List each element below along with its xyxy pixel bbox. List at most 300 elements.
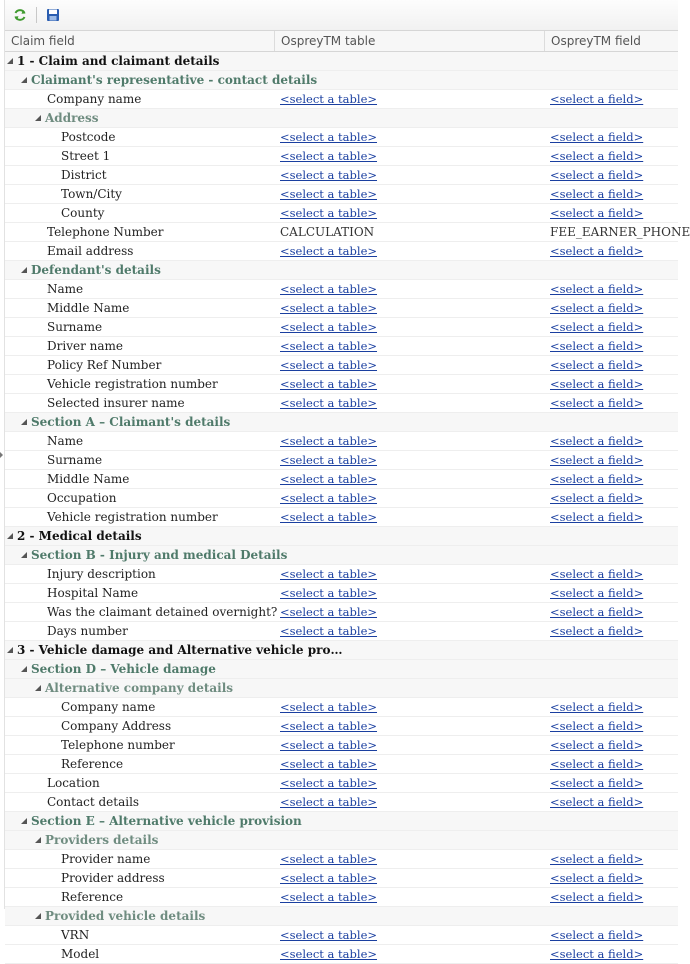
ospreytm-field-cell	[545, 700, 678, 714]
select-field-link[interactable]: <select a field>	[550, 757, 644, 771]
expand-collapse-icon[interactable]	[35, 837, 41, 843]
claim-field-cell	[5, 206, 275, 220]
ospreytm-field-cell	[545, 434, 678, 448]
select-table-link[interactable]: <select a table>	[280, 795, 378, 809]
table-row	[5, 717, 678, 736]
ospreytm-table-cell	[275, 244, 545, 258]
select-field-link[interactable]: <select a field>	[550, 92, 644, 106]
group-label: Section D – Vehicle damage	[31, 662, 216, 676]
select-field-link[interactable]: <select a field>	[550, 396, 644, 410]
tree-group-row[interactable]	[5, 52, 678, 71]
table-row	[5, 945, 678, 964]
select-field-link[interactable]: <select a field>	[550, 586, 644, 600]
ospreytm-table-cell	[275, 396, 545, 410]
ospreytm-field-cell	[545, 320, 678, 334]
select-field-link[interactable]: <select a field>	[550, 776, 644, 790]
table-row	[5, 508, 678, 527]
select-field-link[interactable]: <select a field>	[550, 339, 644, 353]
select-table-link[interactable]: <select a table>	[280, 453, 378, 467]
claim-field-cell	[5, 282, 275, 296]
ospreytm-field-cell	[545, 149, 678, 163]
select-field-link[interactable]: <select a field>	[550, 738, 644, 752]
field-label: Hospital Name	[47, 586, 139, 600]
tree-group-row[interactable]	[5, 413, 678, 432]
ospreytm-table-cell	[275, 358, 545, 372]
field-label: Provider name	[61, 852, 151, 866]
table-value[interactable]: CALCULATION	[280, 225, 375, 239]
ospreytm-field-cell	[545, 244, 678, 258]
ospreytm-table-cell	[275, 149, 545, 163]
table-row	[5, 489, 678, 508]
select-table-link[interactable]: <select a table>	[280, 301, 378, 315]
select-table-link[interactable]: <select a table>	[280, 396, 378, 410]
ospreytm-table-cell	[275, 187, 545, 201]
expand-collapse-icon[interactable]	[7, 647, 13, 653]
group-label: 3 - Vehicle damage and Alternative vehicle pro…	[17, 643, 343, 657]
expand-collapse-icon[interactable]	[21, 419, 27, 425]
claim-field-cell	[5, 871, 275, 885]
select-table-link[interactable]: <select a table>	[280, 168, 378, 182]
ospreytm-field-cell	[545, 719, 678, 733]
mapping-panel	[5, 0, 690, 961]
ospreytm-field-cell	[545, 871, 678, 885]
group-label: Section B - Injury and medical Details	[31, 548, 288, 562]
claim-field-cell	[5, 529, 275, 543]
group-label: Claimant's representative - contact details	[31, 73, 318, 87]
ospreytm-table-cell	[275, 130, 545, 144]
tree-group-row[interactable]	[5, 831, 678, 850]
select-table-link[interactable]: <select a table>	[280, 510, 378, 524]
claim-field-cell	[5, 548, 288, 562]
claim-field-cell	[5, 149, 275, 163]
field-value[interactable]: FEE_EARNER_PHONE	[550, 225, 690, 239]
ospreytm-table-cell	[275, 377, 545, 391]
table-row	[5, 166, 678, 185]
claim-field-cell	[5, 719, 275, 733]
claim-field-cell	[5, 263, 275, 277]
expand-collapse-icon[interactable]	[21, 552, 27, 558]
claim-field-cell	[5, 225, 275, 239]
select-table-link[interactable]: <select a table>	[280, 871, 378, 885]
ospreytm-field-cell	[545, 852, 678, 866]
claim-field-cell	[5, 795, 275, 809]
toolbar	[5, 0, 678, 31]
ospreytm-table-cell	[275, 320, 545, 334]
select-table-link[interactable]: <select a table>	[280, 282, 378, 296]
select-table-link[interactable]: <select a table>	[280, 700, 378, 714]
claim-field-cell	[5, 244, 275, 258]
ospreytm-field-cell	[545, 130, 678, 144]
claim-field-cell	[5, 586, 275, 600]
table-row	[5, 280, 678, 299]
field-label: Postcode	[61, 130, 116, 144]
table-row	[5, 793, 678, 812]
field-label: Vehicle registration number	[47, 377, 218, 391]
claim-field-cell	[5, 396, 275, 410]
column-header-ospreytm-field[interactable]: OspreyTM field	[551, 34, 641, 48]
select-table-link[interactable]: <select a table>	[280, 377, 378, 391]
claim-field-cell	[5, 757, 275, 771]
table-row	[5, 223, 690, 242]
claim-field-cell	[5, 187, 275, 201]
field-label: Injury description	[47, 567, 156, 581]
ospreytm-field-cell	[545, 377, 678, 391]
select-table-link[interactable]: <select a table>	[280, 605, 378, 619]
table-row	[5, 299, 678, 318]
table-row	[5, 356, 678, 375]
table-row	[5, 90, 678, 109]
ospreytm-field-cell	[545, 358, 678, 372]
grid-header	[5, 31, 678, 52]
ospreytm-field-cell	[545, 168, 678, 182]
ospreytm-table-cell	[275, 472, 545, 486]
expand-collapse-icon[interactable]	[7, 58, 13, 64]
ospreytm-table-cell	[275, 586, 545, 600]
select-table-link[interactable]: <select a table>	[280, 757, 378, 771]
claim-field-cell	[5, 700, 275, 714]
ospreytm-field-cell	[545, 567, 678, 581]
claim-field-cell	[5, 453, 275, 467]
table-row	[5, 869, 678, 888]
group-label: Section E – Alternative vehicle provision	[31, 814, 302, 828]
select-field-link[interactable]: <select a field>	[550, 890, 644, 904]
ospreytm-table-cell	[275, 795, 545, 809]
ospreytm-table-cell	[275, 453, 545, 467]
column-header-claim-field[interactable]: Claim field	[5, 31, 275, 51]
field-label: Name	[47, 434, 84, 448]
table-row	[5, 603, 678, 622]
claim-field-cell	[5, 928, 275, 942]
select-field-link[interactable]: <select a field>	[550, 377, 644, 391]
ospreytm-field-cell	[545, 187, 678, 201]
claim-field-cell	[5, 567, 275, 581]
select-field-link[interactable]: <select a field>	[550, 149, 644, 163]
claim-field-cell	[5, 776, 275, 790]
ospreytm-field-cell	[545, 586, 678, 600]
tree-group-row[interactable]	[5, 109, 678, 128]
claim-field-cell	[5, 434, 275, 448]
field-label: Selected insurer name	[47, 396, 185, 410]
ospreytm-field-cell	[545, 491, 678, 505]
column-header-ospreytm-table[interactable]: OspreyTM table	[275, 31, 545, 51]
claim-field-cell	[5, 73, 318, 87]
claim-field-cell	[5, 320, 275, 334]
select-field-link[interactable]: <select a field>	[550, 320, 644, 334]
table-row	[5, 242, 678, 261]
table-row	[5, 584, 678, 603]
claim-field-cell	[5, 814, 302, 828]
select-field-link[interactable]: <select a field>	[550, 472, 644, 486]
claim-field-cell	[5, 301, 275, 315]
ospreytm-table-cell	[275, 301, 545, 315]
refresh-icon	[13, 8, 27, 22]
tree-group-row[interactable]	[5, 812, 678, 831]
table-row	[5, 318, 678, 337]
select-field-link[interactable]: <select a field>	[550, 301, 644, 315]
expand-collapse-icon[interactable]	[35, 913, 41, 919]
select-table-link[interactable]: <select a table>	[280, 472, 378, 486]
field-label: Email address	[47, 244, 134, 258]
select-table-link[interactable]: <select a table>	[280, 890, 378, 904]
tree-group-row[interactable]	[5, 907, 678, 926]
ospreytm-field-cell	[545, 605, 678, 619]
select-table-link[interactable]: <select a table>	[280, 339, 378, 353]
claim-field-cell	[5, 111, 275, 125]
group-label: Alternative company details	[45, 681, 234, 695]
claim-field-cell	[5, 890, 275, 904]
select-field-link[interactable]: <select a field>	[550, 852, 644, 866]
select-table-link[interactable]: <select a table>	[280, 491, 378, 505]
claim-field-cell	[5, 510, 275, 524]
ospreytm-field-cell	[545, 890, 678, 904]
refresh-button[interactable]	[11, 6, 29, 24]
ospreytm-table-cell	[275, 282, 545, 296]
expand-collapse-icon[interactable]	[21, 818, 27, 824]
select-table-link[interactable]: <select a table>	[280, 187, 378, 201]
select-field-link[interactable]: <select a field>	[550, 605, 644, 619]
select-table-link[interactable]: <select a table>	[280, 130, 378, 144]
expand-collapse-icon[interactable]	[35, 115, 41, 121]
table-row	[5, 128, 678, 147]
ospreytm-table-cell	[275, 225, 545, 239]
claim-field-cell	[5, 947, 275, 961]
field-label: Vehicle registration number	[47, 510, 218, 524]
field-label: Telephone number	[61, 738, 175, 752]
group-label: Address	[45, 111, 99, 125]
ospreytm-table-cell	[275, 738, 545, 752]
ospreytm-table-cell	[275, 947, 545, 961]
field-label: Middle Name	[47, 301, 130, 315]
ospreytm-table-cell	[275, 510, 545, 524]
group-label: Provided vehicle details	[45, 909, 206, 923]
select-field-link[interactable]: <select a field>	[550, 719, 644, 733]
field-label: Company Address	[61, 719, 172, 733]
ospreytm-field-cell	[545, 453, 678, 467]
table-row	[5, 185, 678, 204]
field-label: Contact details	[47, 795, 140, 809]
select-table-link[interactable]: <select a table>	[280, 149, 378, 163]
group-label: 1 - Claim and claimant details	[17, 54, 220, 68]
table-row	[5, 147, 678, 166]
select-table-link[interactable]: <select a table>	[280, 738, 378, 752]
field-label: Street 1	[61, 149, 111, 163]
field-label: County	[61, 206, 105, 220]
ospreytm-field-cell	[545, 624, 678, 638]
select-table-link[interactable]: <select a table>	[280, 358, 378, 372]
claim-field-cell	[5, 852, 275, 866]
select-field-link[interactable]: <select a field>	[550, 130, 644, 144]
field-label: Surname	[47, 320, 103, 334]
save-icon	[46, 8, 60, 22]
claim-field-cell	[5, 358, 275, 372]
tree-group-row[interactable]	[5, 660, 678, 679]
field-label: Company name	[61, 700, 156, 714]
tree-group-row[interactable]	[5, 71, 678, 90]
field-label: Telephone Number	[47, 225, 164, 239]
claim-field-cell	[5, 54, 275, 68]
ospreytm-field-cell	[545, 92, 678, 106]
claim-field-cell	[5, 681, 275, 695]
expand-collapse-icon[interactable]	[7, 533, 13, 539]
ospreytm-table-cell	[275, 871, 545, 885]
field-label: Occupation	[47, 491, 117, 505]
ospreytm-table-cell	[275, 491, 545, 505]
group-label: Section A – Claimant's details	[31, 415, 231, 429]
table-row	[5, 337, 678, 356]
tree-group-row[interactable]	[5, 546, 678, 565]
table-row	[5, 622, 678, 641]
select-field-link[interactable]: <select a field>	[550, 700, 644, 714]
select-field-link[interactable]: <select a field>	[550, 871, 644, 885]
field-label: Model	[61, 947, 100, 961]
select-field-link[interactable]: <select a field>	[550, 510, 644, 524]
group-label: Defendant's details	[31, 263, 161, 277]
ospreytm-table-cell	[275, 852, 545, 866]
ospreytm-table-cell	[275, 434, 545, 448]
group-label: 2 - Medical details	[17, 529, 142, 543]
select-table-link[interactable]: <select a table>	[280, 320, 378, 334]
ospreytm-field-cell	[545, 396, 678, 410]
ospreytm-field-cell	[545, 282, 678, 296]
table-row	[5, 394, 678, 413]
claim-field-cell	[5, 377, 275, 391]
table-row	[5, 565, 678, 584]
ospreytm-field-cell	[545, 738, 678, 752]
tree-group-row[interactable]	[5, 527, 678, 546]
tree-grid-body	[5, 52, 690, 964]
select-field-link[interactable]: <select a field>	[550, 947, 644, 961]
claim-field-cell	[5, 491, 275, 505]
ospreytm-field-cell	[545, 339, 678, 353]
select-table-link[interactable]: <select a table>	[280, 92, 378, 106]
ospreytm-table-cell	[275, 206, 545, 220]
field-label: Was the claimant detained overnight?	[47, 605, 278, 619]
select-field-link[interactable]: <select a field>	[550, 434, 644, 448]
table-row	[5, 470, 678, 489]
ospreytm-table-cell	[275, 339, 545, 353]
field-label: Days number	[47, 624, 128, 638]
table-row	[5, 888, 678, 907]
select-table-link[interactable]: <select a table>	[280, 586, 378, 600]
select-table-link[interactable]: <select a table>	[280, 776, 378, 790]
expand-collapse-icon[interactable]	[21, 77, 27, 83]
select-field-link[interactable]: <select a field>	[550, 795, 644, 809]
save-button[interactable]	[44, 6, 62, 24]
claim-field-cell	[5, 833, 275, 847]
claim-field-cell	[5, 472, 275, 486]
claim-field-cell	[5, 643, 343, 657]
claim-field-cell	[5, 130, 275, 144]
ospreytm-table-cell	[275, 92, 545, 106]
select-table-link[interactable]: <select a table>	[280, 434, 378, 448]
claim-field-cell	[5, 339, 275, 353]
ospreytm-field-cell	[545, 757, 678, 771]
ospreytm-table-cell	[275, 928, 545, 942]
tree-group-row[interactable]	[5, 641, 678, 660]
field-label: VRN	[61, 928, 90, 942]
select-field-link[interactable]: <select a field>	[550, 206, 644, 220]
table-row	[5, 698, 678, 717]
field-label: Provider address	[61, 871, 165, 885]
table-row	[5, 755, 678, 774]
ospreytm-field-cell	[545, 795, 678, 809]
select-field-link[interactable]: <select a field>	[550, 282, 644, 296]
field-label: Policy Ref Number	[47, 358, 162, 372]
ospreytm-table-cell	[275, 719, 545, 733]
select-field-link[interactable]: <select a field>	[550, 168, 644, 182]
ospreytm-table-cell	[275, 890, 545, 904]
expand-collapse-icon[interactable]	[21, 666, 27, 672]
ospreytm-field-cell	[545, 225, 690, 239]
field-label: Town/City	[61, 187, 122, 201]
select-table-link[interactable]: <select a table>	[280, 947, 378, 961]
ospreytm-table-cell	[275, 168, 545, 182]
select-field-link[interactable]: <select a field>	[550, 244, 644, 258]
select-table-link[interactable]: <select a table>	[280, 852, 378, 866]
ospreytm-field-cell	[545, 928, 678, 942]
table-row	[5, 375, 678, 394]
claim-field-cell	[5, 92, 275, 106]
ospreytm-field-cell	[545, 510, 678, 524]
expand-collapse-icon[interactable]	[35, 685, 41, 691]
select-table-link[interactable]: <select a table>	[280, 567, 378, 581]
table-row	[5, 736, 678, 755]
ospreytm-table-cell	[275, 776, 545, 790]
panel-splitter-handle[interactable]	[0, 452, 3, 458]
claim-field-cell	[5, 605, 278, 619]
select-table-link[interactable]: <select a table>	[280, 719, 378, 733]
claim-field-cell	[5, 415, 275, 429]
select-table-link[interactable]: <select a table>	[280, 624, 378, 638]
ospreytm-table-cell	[275, 700, 545, 714]
claim-field-cell	[5, 909, 275, 923]
select-table-link[interactable]: <select a table>	[280, 244, 378, 258]
ospreytm-table-cell	[275, 605, 545, 619]
expand-collapse-icon[interactable]	[21, 267, 27, 273]
field-label: Location	[47, 776, 100, 790]
select-field-link[interactable]: <select a field>	[550, 491, 644, 505]
tree-group-row[interactable]	[5, 679, 678, 698]
field-label: Company name	[47, 92, 142, 106]
select-field-link[interactable]: <select a field>	[550, 567, 644, 581]
field-label: District	[61, 168, 107, 182]
ospreytm-field-cell	[545, 301, 678, 315]
select-table-link[interactable]: <select a table>	[280, 928, 378, 942]
claim-field-cell	[5, 662, 275, 676]
table-row	[5, 850, 678, 869]
table-row	[5, 926, 678, 945]
ospreytm-table-cell	[275, 567, 545, 581]
select-field-link[interactable]: <select a field>	[550, 928, 644, 942]
ospreytm-table-cell	[275, 757, 545, 771]
claim-field-cell	[5, 168, 275, 182]
field-label: Name	[47, 282, 84, 296]
tree-group-row[interactable]	[5, 261, 678, 280]
select-field-link[interactable]: <select a field>	[550, 624, 644, 638]
select-field-link[interactable]: <select a field>	[550, 358, 644, 372]
table-row	[5, 774, 678, 793]
field-label: Reference	[61, 890, 124, 904]
field-label: Reference	[61, 757, 124, 771]
field-label: Middle Name	[47, 472, 130, 486]
ospreytm-field-cell	[545, 206, 678, 220]
table-row	[5, 204, 678, 223]
ospreytm-field-cell	[545, 947, 678, 961]
table-row	[5, 451, 678, 470]
select-field-link[interactable]: <select a field>	[550, 453, 644, 467]
select-field-link[interactable]: <select a field>	[550, 187, 644, 201]
select-table-link[interactable]: <select a table>	[280, 206, 378, 220]
